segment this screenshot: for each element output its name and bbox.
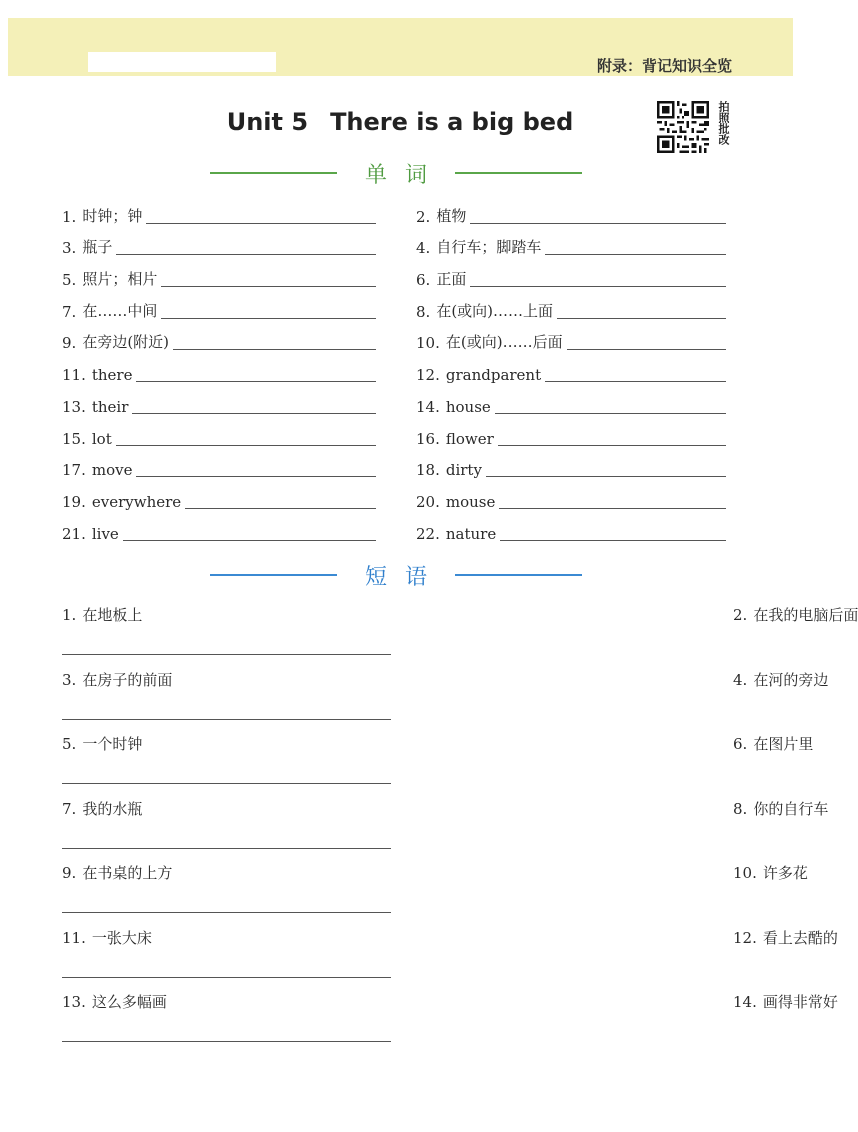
- word-number: 8.: [416, 302, 431, 321]
- phrase-row: [62, 727, 814, 792]
- phrase-item: [393, 856, 808, 921]
- word-answer-line[interactable]: [486, 476, 726, 477]
- word-answer-line[interactable]: [132, 413, 376, 414]
- word-answer-line[interactable]: [495, 413, 726, 414]
- word-item: [62, 422, 394, 454]
- word-prompt: dirty: [445, 461, 482, 480]
- phrase-row: [62, 921, 838, 986]
- phrase-number: 9.: [62, 864, 77, 882]
- phrase-text: 在图片里: [753, 735, 814, 753]
- word-answer-line[interactable]: [136, 476, 376, 477]
- word-item: [62, 295, 394, 327]
- word-prompt: 植物: [436, 206, 467, 225]
- word-item: [394, 358, 726, 390]
- word-row: [62, 485, 726, 517]
- word-number: 3.: [62, 239, 77, 258]
- phrase-text: 在书桌的上方: [82, 864, 173, 882]
- word-prompt: lot: [91, 429, 112, 448]
- phrases-heading-label: 短语: [365, 564, 446, 590]
- word-prompt: 在(或向)……上面: [436, 301, 554, 320]
- qr-label: 拍照批改: [717, 101, 730, 145]
- phrase-row: [62, 792, 829, 857]
- phrase-text: 你的自行车: [753, 799, 829, 818]
- phrase-prompt: [62, 733, 142, 754]
- word-number: 7.: [62, 302, 77, 321]
- phrase-answer-line[interactable]: [62, 719, 391, 720]
- phrase-text: 一张大床: [91, 928, 152, 947]
- phrase-item: [62, 792, 393, 857]
- word-number: 10.: [416, 334, 440, 353]
- phrase-answer-line[interactable]: [62, 783, 391, 784]
- phrase-number: 5.: [62, 735, 77, 753]
- word-item: [62, 263, 394, 295]
- phrase-number: 13.: [62, 993, 86, 1011]
- phrase-text: 在地板上: [82, 606, 143, 624]
- word-item: [62, 390, 394, 422]
- phrase-number: 3.: [62, 670, 77, 689]
- word-answer-line[interactable]: [161, 318, 376, 319]
- word-prompt: house: [445, 397, 491, 416]
- word-number: 17.: [62, 461, 86, 480]
- phrase-item: [62, 985, 393, 1050]
- heading-rule: [455, 172, 582, 174]
- word-number: 14.: [416, 397, 440, 416]
- word-answer-line[interactable]: [470, 286, 726, 287]
- phrase-prompt: [733, 733, 813, 754]
- word-row: [62, 295, 726, 327]
- word-prompt: live: [91, 524, 119, 543]
- word-prompt: 时钟；钟: [82, 206, 143, 225]
- word-item: [62, 232, 394, 264]
- word-number: 18.: [416, 461, 440, 480]
- word-row: [62, 327, 726, 359]
- word-number: 4.: [416, 239, 431, 258]
- word-number: 12.: [416, 366, 440, 385]
- phrase-text: 一个时钟: [82, 735, 143, 753]
- phrase-number: 2.: [733, 606, 748, 624]
- phrase-text: 在我的电脑后面: [753, 606, 858, 624]
- word-item: [62, 454, 394, 486]
- phrases-section-heading: [210, 560, 582, 590]
- phrase-text: 我的水瓶: [82, 799, 143, 818]
- phrase-item: [393, 921, 838, 986]
- word-number: 13.: [62, 397, 86, 416]
- word-answer-line[interactable]: [545, 381, 726, 382]
- word-number: 5.: [62, 271, 77, 290]
- word-number: 1.: [62, 207, 77, 226]
- word-answer-line[interactable]: [499, 508, 726, 509]
- phrase-text: 许多花: [762, 864, 808, 882]
- phrase-row: [62, 598, 858, 663]
- word-prompt: move: [91, 461, 133, 480]
- words-section-heading: [210, 158, 582, 188]
- heading-rule: [210, 172, 337, 174]
- word-item: [394, 232, 726, 264]
- word-answer-line[interactable]: [567, 349, 726, 350]
- word-item: [394, 390, 726, 422]
- phrase-item: [62, 598, 393, 663]
- word-answer-line[interactable]: [136, 381, 376, 382]
- word-row: [62, 517, 726, 549]
- phrase-prompt: [733, 669, 828, 690]
- phrase-number: 1.: [62, 606, 77, 624]
- word-number: 22.: [416, 524, 440, 543]
- phrase-prompt: [733, 862, 808, 883]
- words-heading-label: 单词: [365, 162, 446, 188]
- phrase-prompt: [62, 669, 172, 690]
- word-answer-line[interactable]: [116, 254, 376, 255]
- word-answer-line[interactable]: [123, 540, 376, 541]
- phrase-answer-line[interactable]: [62, 848, 391, 849]
- phrase-prompt: [62, 927, 152, 948]
- heading-rule: [210, 574, 337, 576]
- word-item: [394, 485, 726, 517]
- word-prompt: everywhere: [91, 492, 182, 511]
- phrase-item: [62, 856, 393, 921]
- word-prompt: 照片；相片: [82, 270, 158, 289]
- word-row: [62, 263, 726, 295]
- word-number: 21.: [62, 524, 86, 543]
- word-item: [394, 295, 726, 327]
- phrase-row: [62, 985, 838, 1050]
- word-row: [62, 358, 726, 390]
- phrase-number: 4.: [733, 670, 748, 689]
- word-item: [394, 200, 726, 232]
- word-number: 6.: [416, 271, 431, 290]
- phrase-item: [62, 663, 393, 728]
- word-number: 2.: [416, 207, 431, 226]
- word-answer-line[interactable]: [470, 223, 726, 224]
- phrase-number: 14.: [733, 993, 757, 1011]
- word-prompt: flower: [445, 429, 494, 448]
- word-item: [62, 358, 394, 390]
- word-prompt: their: [91, 397, 129, 416]
- word-number: 20.: [416, 492, 440, 511]
- word-row: [62, 200, 726, 232]
- header-title: 附录：背记知识全览: [596, 57, 732, 75]
- phrase-prompt: [733, 927, 838, 948]
- phrase-prompt: [62, 991, 167, 1012]
- phrase-prompt: [62, 798, 142, 819]
- word-prompt: 在(或向)……后面: [445, 333, 563, 352]
- word-prompt: 自行车；脚踏车: [436, 238, 542, 257]
- word-row: [62, 422, 726, 454]
- phrase-prompt: [733, 991, 838, 1012]
- phrase-number: 6.: [733, 735, 748, 753]
- word-row: [62, 454, 726, 486]
- word-item: [394, 454, 726, 486]
- phrase-row: [62, 663, 829, 728]
- unit-name: There is a big bed: [330, 108, 574, 136]
- phrases-list: [62, 598, 858, 1050]
- word-item: [62, 327, 394, 359]
- word-item: [62, 517, 394, 549]
- word-item: [394, 517, 726, 549]
- phrase-text: 看上去酷的: [762, 928, 838, 947]
- word-prompt: grandparent: [445, 366, 542, 385]
- word-answer-line[interactable]: [146, 223, 376, 224]
- word-number: 16.: [416, 429, 440, 448]
- word-item: [62, 485, 394, 517]
- phrase-answer-line[interactable]: [62, 977, 391, 978]
- qr-code-icon[interactable]: [657, 101, 709, 153]
- phrase-text: 这么多幅画: [91, 993, 167, 1011]
- phrase-item: [62, 727, 393, 792]
- phrase-answer-line[interactable]: [62, 654, 391, 655]
- word-answer-line[interactable]: [500, 540, 726, 541]
- word-item: [394, 327, 726, 359]
- word-answer-line[interactable]: [557, 318, 726, 319]
- phrase-item: [393, 985, 838, 1050]
- phrase-number: 8.: [733, 799, 748, 818]
- word-prompt: there: [91, 366, 133, 385]
- word-number: 11.: [62, 366, 86, 385]
- word-prompt: 正面: [436, 270, 467, 289]
- word-number: 9.: [62, 334, 77, 353]
- word-prompt: 瓶子: [82, 238, 113, 257]
- word-row: [62, 232, 726, 264]
- phrase-prompt: [733, 798, 828, 819]
- phrase-text: 画得非常好: [762, 993, 838, 1011]
- word-prompt: nature: [445, 524, 497, 543]
- phrase-answer-line[interactable]: [62, 912, 391, 913]
- phrase-item: [393, 727, 814, 792]
- phrase-number: 12.: [733, 928, 757, 947]
- word-number: 15.: [62, 429, 86, 448]
- unit-number: Unit 5: [226, 108, 309, 136]
- word-prompt: 在……中间: [82, 301, 158, 320]
- word-item: [394, 422, 726, 454]
- phrase-text: 在河的旁边: [753, 670, 829, 689]
- phrase-number: 11.: [62, 928, 86, 947]
- word-prompt: 在旁边(附近): [82, 333, 170, 352]
- phrase-prompt: [62, 604, 142, 625]
- phrase-item: [62, 921, 393, 986]
- word-answer-line[interactable]: [545, 254, 726, 255]
- phrase-answer-line[interactable]: [62, 1041, 391, 1042]
- phrase-item: [393, 598, 858, 663]
- word-answer-line[interactable]: [185, 508, 376, 509]
- word-item: [394, 263, 726, 295]
- word-item: [62, 200, 394, 232]
- word-answer-line[interactable]: [116, 445, 376, 446]
- phrase-prompt: [733, 604, 858, 625]
- word-prompt: mouse: [445, 492, 496, 511]
- phrase-text: 在房子的前面: [82, 670, 173, 689]
- phrase-item: [393, 663, 829, 728]
- phrase-item: [393, 792, 829, 857]
- word-number: 19.: [62, 492, 86, 511]
- phrase-prompt: [62, 862, 172, 883]
- word-answer-line[interactable]: [161, 286, 376, 287]
- phrase-row: [62, 856, 808, 921]
- phrase-number: 10.: [733, 864, 757, 882]
- header-blank-label: [88, 52, 276, 72]
- word-row: [62, 390, 726, 422]
- words-list: [62, 200, 726, 549]
- heading-rule: [455, 574, 582, 576]
- word-answer-line[interactable]: [498, 445, 726, 446]
- word-answer-line[interactable]: [173, 349, 376, 350]
- phrase-number: 7.: [62, 799, 77, 818]
